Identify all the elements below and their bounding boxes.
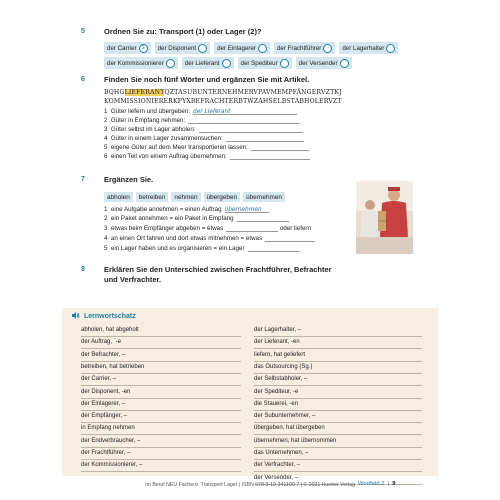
vocab-right-item: der Subunternehmer, – — [254, 413, 316, 420]
vocab-left-item: der Befrachter, – — [81, 351, 126, 358]
vocab-translation-line[interactable] — [81, 447, 241, 448]
vocab-translation-line[interactable] — [81, 361, 241, 362]
footer-section: Wortfeld 2 | 9 — [358, 481, 396, 487]
vocab-left-item: der Auftrag, ¨-e — [81, 339, 122, 346]
answer-field[interactable] — [226, 225, 278, 232]
vocab-right-item: das Outsourcing (Sg.) — [254, 363, 313, 370]
exercise-5-chips — [104, 42, 424, 69]
exercise-7-number: 7 — [81, 176, 85, 183]
vocab-right-item: die Stauerei, -en — [254, 400, 299, 407]
exercise-5-number: 5 — [81, 28, 85, 35]
ex6-item-6: 6 einen Teil von einem Auftrag übernehmen: — [104, 153, 310, 160]
vocab-translation-line[interactable] — [254, 385, 422, 386]
vocab-translation-line[interactable] — [81, 471, 241, 472]
exercise-6-heading: Finden Sie noch fünf Wörter und ergänzen Sie mit Artikel. — [104, 75, 310, 84]
vocab-translation-line[interactable] — [81, 422, 241, 423]
vocab-left-item: in Empfang nehmen — [81, 425, 135, 432]
vocab-left-item: der Frachtführer, – — [81, 450, 131, 456]
ex6-item-3: 3 Güter selbst im Lager abholen: — [104, 126, 303, 133]
answer-circle[interactable] — [323, 44, 332, 53]
chip-einlagerer: der Einlagerer — [214, 42, 270, 54]
answer-circle[interactable] — [166, 59, 175, 68]
vocab-translation-line[interactable] — [81, 459, 241, 460]
vocab-translation-line[interactable] — [254, 361, 422, 362]
answer-field[interactable] — [188, 117, 300, 124]
chip-frachtfuehrer: der Frachtführer — [274, 42, 335, 54]
answer-field[interactable]: der Lieferant — [193, 108, 297, 115]
vocabulary-title: Lernwortschatz — [72, 312, 136, 321]
answer-field[interactable] — [226, 135, 304, 142]
vocab-translation-line[interactable] — [81, 434, 241, 435]
vocab-translation-line[interactable] — [81, 410, 241, 411]
answer-field[interactable] — [199, 126, 303, 133]
answer-circle[interactable] — [222, 59, 231, 68]
vocab-left-item: der Kommissionierer, – — [81, 462, 143, 469]
ex7-item-5: 5 ein Lager haben und es organisieren = ein Lager — [104, 245, 300, 252]
vocab-right-item: liefern, hat geliefert — [254, 351, 306, 358]
word-chip: übernehmen — [243, 192, 285, 202]
answer-circle[interactable] — [280, 59, 289, 68]
chip-spediteur: der Spediteur — [238, 57, 292, 69]
vocab-translation-line[interactable] — [254, 348, 422, 349]
exercise-8-heading-line-1: Erklären Sie den Unterschied zwischen Frachtführer, Befrachter — [104, 265, 332, 274]
vocab-translation-line[interactable] — [254, 422, 422, 423]
vocab-translation-line[interactable] — [254, 447, 422, 448]
exercise-8-heading-line-2: und Verfrachter. — [104, 275, 162, 284]
ex6-item-4: 4 Güter in einem Lager zusammensuchen: — [104, 135, 304, 142]
vocab-left-item: der Empfänger, – — [81, 413, 128, 420]
vocab-right-item: übernehmen, hat übernommen — [254, 437, 337, 444]
word-chip: nehmen — [171, 192, 200, 202]
vocab-translation-line[interactable] — [81, 398, 241, 399]
answer-field[interactable] — [265, 235, 315, 242]
ex6-item-1: 1 Güter liefern und übergeben: der Lieferant — [104, 108, 297, 115]
word-chip: abholen — [104, 192, 133, 202]
vocab-translation-line[interactable] — [254, 373, 422, 374]
ex7-item-2: 2 ein Paket annehmen = ein Paket in Empfang — [104, 215, 289, 222]
vocab-translation-line[interactable] — [81, 373, 241, 374]
ex7-item-4: 4 an einen Ort fahren und dort etwas mitnehmen = etwas — [104, 235, 315, 242]
vocab-translation-line[interactable] — [254, 410, 422, 411]
footer-copyright: Im Beruf NEU Fachw.tr. Transport Lager | ISBN 978-3-19-341190-7 | © 2021 Hueber Verlag — [145, 482, 355, 488]
vocab-left-item: der Einlagerer, – — [81, 400, 126, 407]
vocab-left-item: betreiben, hat betrieben — [81, 363, 145, 370]
vocab-translation-line[interactable] — [254, 471, 422, 472]
chip-kommissionierer: der Kommissionierer — [104, 57, 178, 69]
vocab-right-item: der Lieferant, -en — [254, 339, 300, 346]
chip-lieferant: der Lieferant — [182, 57, 234, 69]
speaker-icon[interactable] — [72, 312, 80, 321]
exercise-7-heading: Ergänzen Sie. — [104, 175, 154, 184]
answer-field[interactable] — [248, 245, 300, 252]
exercise-7-word-box — [104, 192, 285, 202]
exercise-6-number: 6 — [81, 76, 85, 83]
vocab-left-item: der Endverbraucher, – — [81, 437, 141, 444]
vocab-translation-line[interactable] — [81, 348, 241, 349]
ex7-item-3: 3 etwas beim Empfänger abgeben = etwas oder liefern — [104, 225, 311, 232]
vocab-right-item: der Lagerhalter, – — [254, 327, 302, 333]
chip-lagerhalter: der Lagerhalter — [339, 42, 398, 54]
chip-carrier: der Carrier 1 — [104, 42, 151, 54]
letter-grid-line-2: KOMMISSIONIERERKPYXBEFRACHTERBTWZAHSELBSTABHOLERVZT — [104, 98, 342, 105]
vocab-right-item: der Selbstabholer, – — [254, 376, 308, 383]
vocabulary-box — [62, 308, 438, 481]
answer-field[interactable]: übernehmen — [225, 206, 269, 213]
chip-disponent: der Disponent — [155, 42, 211, 54]
exercise-8-number: 8 — [81, 266, 85, 273]
vocab-translation-line[interactable] — [81, 336, 241, 337]
vocab-translation-line[interactable] — [254, 336, 422, 337]
vocab-translation-line[interactable] — [81, 385, 241, 386]
answer-circle[interactable] — [198, 44, 207, 53]
answer-field[interactable] — [230, 153, 310, 160]
chip-versender: der Versender — [296, 57, 352, 69]
vocab-translation-line[interactable] — [254, 434, 422, 435]
vocab-right-item: der Verfrachter, – — [254, 462, 301, 469]
answer-circle[interactable] — [340, 59, 349, 68]
vocab-right-item: der Versender, – — [254, 474, 299, 481]
ex6-item-2: 2 Güter in Empfang nehmen: — [104, 117, 300, 124]
vocab-right-item: das Unternehmen, – — [254, 450, 309, 456]
exercise-5-heading: Ordnen Sie zu: Transport (1) oder Lager (2)? — [104, 27, 262, 36]
answer-circle[interactable] — [386, 44, 395, 53]
vocab-left-item: abholen, hat abgeholt — [81, 327, 139, 333]
vocab-translation-line[interactable] — [254, 459, 422, 460]
ex7-item-1: 1 eine Aufgabe annehmen = einen Auftrag übernehmen — [104, 206, 269, 213]
ex6-item-5: 5 eigene Güter auf dem Meer transportieren lassen: — [104, 144, 309, 151]
answer-circle[interactable] — [258, 44, 267, 53]
vocab-right-item: der Spediteur, -e — [254, 388, 299, 395]
vocab-left-item: der Carrier, – — [81, 376, 117, 383]
letter-grid-line-1: BQHGLIEFERANTQZTASUBUNTERNEHMERVPAVMEMPFÄNGERVZTKJ — [104, 89, 342, 96]
delivery-photo — [356, 181, 413, 254]
vocab-right-item: übergeben, hat übergeben — [254, 425, 325, 432]
found-word-highlight: LIEFERANT — [124, 89, 165, 96]
word-chip: übergeben — [204, 192, 241, 202]
answer-circle[interactable]: 1 — [139, 44, 148, 53]
word-chip: betreiben — [136, 192, 169, 202]
answer-field[interactable] — [237, 215, 289, 222]
vocab-translation-line[interactable] — [254, 398, 422, 399]
answer-field[interactable] — [251, 144, 309, 151]
vocab-left-item: der Disponent, -en — [81, 388, 131, 395]
